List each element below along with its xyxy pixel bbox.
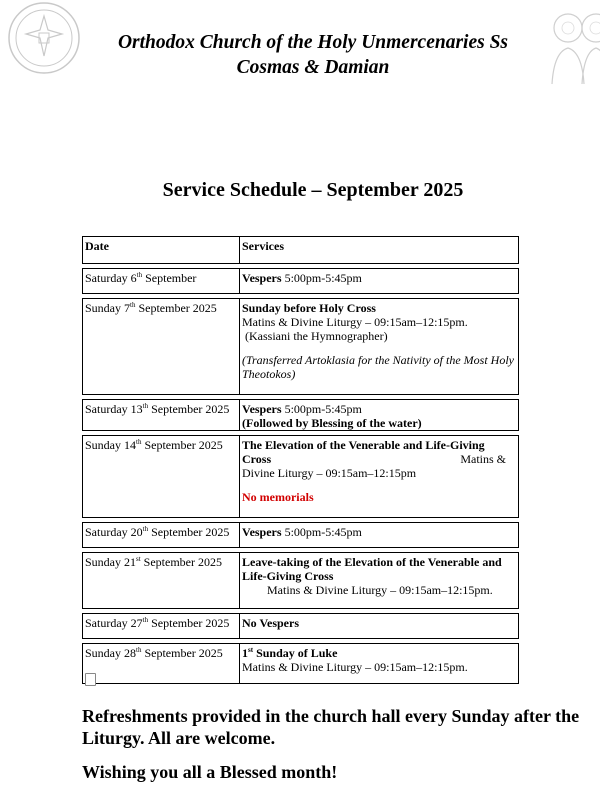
- header-date: Date: [83, 237, 240, 264]
- church-name-line1: Orthodox Church of the Holy Unmercenaries Ss: [117, 32, 509, 53]
- checkbox[interactable]: [85, 673, 96, 686]
- service-note: (Transferred Artoklasia for the Nativity of the Most Holy Theotokos): [242, 353, 514, 381]
- liturgy-time-cont: Divine Liturgy – 09:15am–12:15pm: [242, 466, 417, 480]
- table-row: [83, 523, 519, 548]
- services-cell: [240, 436, 519, 518]
- feast-name: Sunday before Holy Cross: [242, 301, 376, 315]
- header-services: Services: [240, 237, 519, 264]
- blessing-note: Wishing you all a Blessed month!: [82, 762, 338, 782]
- feast-name-cont: Cross: [242, 452, 272, 466]
- church-name: [60, 30, 566, 80]
- services-cell: Vespers 5:00pm-5:45pm: [240, 269, 519, 294]
- table-row: [83, 553, 519, 609]
- liturgy-time: Matins &: [460, 452, 506, 466]
- feast-name: Leave-taking of the Elevation of the Venerable and Life-Giving Cross: [242, 555, 502, 583]
- refreshments-note: Refreshments provided in the church hall every Sunday after the Liturgy. All are welcome.: [82, 706, 580, 748]
- services-cell: No Vespers: [240, 614, 519, 639]
- table-row: [83, 644, 519, 684]
- date-cell: Sunday 14th September 2025: [83, 436, 240, 518]
- schedule-heading: Service Schedule – September 2025: [162, 179, 464, 201]
- table-row: [83, 400, 519, 431]
- table-row: [83, 299, 519, 395]
- table-row: [83, 614, 519, 639]
- feast-name: The Elevation of the Venerable and Life-Giving: [242, 438, 485, 452]
- services-cell: [240, 299, 519, 395]
- date-cell: Sunday 7th September 2025: [83, 299, 240, 395]
- services-cell: [240, 644, 519, 684]
- feast-name: 1st Sunday of Luke: [242, 646, 338, 660]
- commemoration: (Kassiani the Hymnographer): [245, 329, 388, 343]
- liturgy-time: Matins & Divine Liturgy – 09:15am–12:15pm.: [267, 583, 493, 597]
- table-row: [83, 436, 519, 518]
- date-cell: Saturday 13th September 2025: [83, 400, 240, 431]
- date-cell: Sunday 21st September 2025: [83, 553, 240, 609]
- services-cell: [240, 553, 519, 609]
- date-cell: Sunday 28th September 2025: [83, 644, 240, 684]
- liturgy-time: Matins & Divine Liturgy – 09:15am–12:15pm.: [242, 660, 468, 674]
- church-name-line2: Cosmas & Damian: [236, 57, 390, 78]
- table-header-row: [83, 237, 519, 264]
- service-extra: (Followed by Blessing of the water): [242, 416, 422, 430]
- date-cell: Saturday 27th September 2025: [83, 614, 240, 639]
- services-cell: Vespers 5:00pm-5:45pm (Followed by Blessing of the water): [240, 400, 519, 431]
- schedule-table: [82, 236, 519, 684]
- services-cell: Vespers 5:00pm-5:45pm: [240, 523, 519, 548]
- date-cell: Saturday 20th September 2025: [83, 523, 240, 548]
- table-row: [83, 269, 519, 294]
- alert-text: No memorials: [242, 490, 314, 504]
- liturgy-time: Matins & Divine Liturgy – 09:15am–12:15pm.: [242, 315, 468, 329]
- date-cell: Saturday 6th September: [83, 269, 240, 294]
